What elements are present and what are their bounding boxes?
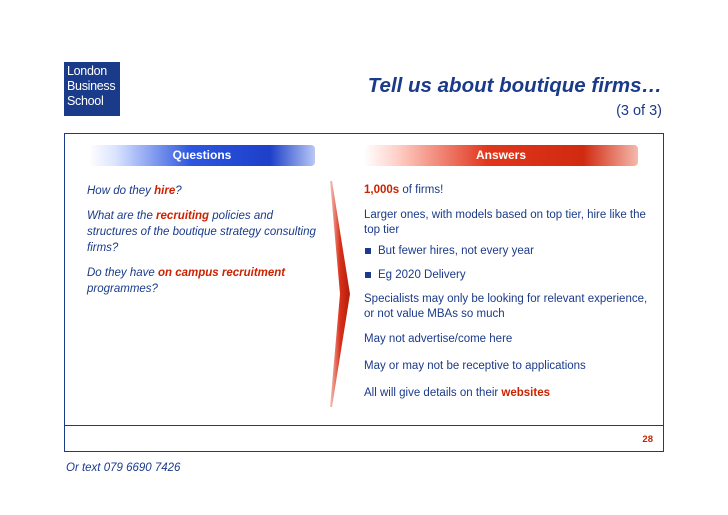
- questions-header: Questions: [89, 145, 315, 166]
- contact-text: Or text 079 6690 7426: [66, 462, 181, 474]
- answer-bullet-1: But fewer hires, not every year: [364, 244, 656, 259]
- logo-line-3: School: [67, 94, 104, 108]
- logo-line-2: Business: [67, 79, 116, 93]
- answer-4: May not advertise/come here: [364, 333, 513, 345]
- answers-header: Answers: [364, 145, 638, 166]
- question-2: What are the recruiting policies and structures of the boutique strategy consulting firms?: [87, 210, 316, 254]
- answer-2: Larger ones, with models based on top tier, hire like the top tier: [364, 209, 646, 236]
- question-1: How do they hire?: [87, 185, 182, 197]
- answer-3: Specialists may only be looking for relevant experience, or not value MBAs so much: [364, 293, 648, 320]
- answers-column: [364, 183, 656, 411]
- divider-arrow-icon: [330, 181, 352, 407]
- questions-column: [87, 183, 317, 306]
- question-1-highlight: hire: [154, 185, 176, 197]
- slide-title: Tell us about boutique firms…: [367, 74, 662, 97]
- answer-5: May or may not be receptive to applications: [364, 360, 586, 372]
- answer-6-highlight: websites: [501, 387, 550, 399]
- content-panel: [64, 133, 664, 426]
- answer-bullet-2: Eg 2020 Delivery: [364, 268, 656, 283]
- question-3: Do they have on campus recruitment programmes?: [87, 267, 286, 295]
- footer-bar: [64, 426, 664, 452]
- question-3-highlight: on campus recruitment: [157, 267, 286, 279]
- question-2-highlight: recruiting: [156, 210, 210, 222]
- answer-1: 1,000s of firms!: [364, 184, 444, 196]
- answer-6: All will give details on their websites: [364, 387, 550, 399]
- logo-line-1: London: [67, 64, 107, 78]
- lbs-logo: [64, 62, 120, 116]
- page-number: 28: [642, 434, 653, 445]
- slide-subtitle: (3 of 3): [616, 103, 662, 119]
- answer-1-highlight: 1,000s: [364, 184, 400, 196]
